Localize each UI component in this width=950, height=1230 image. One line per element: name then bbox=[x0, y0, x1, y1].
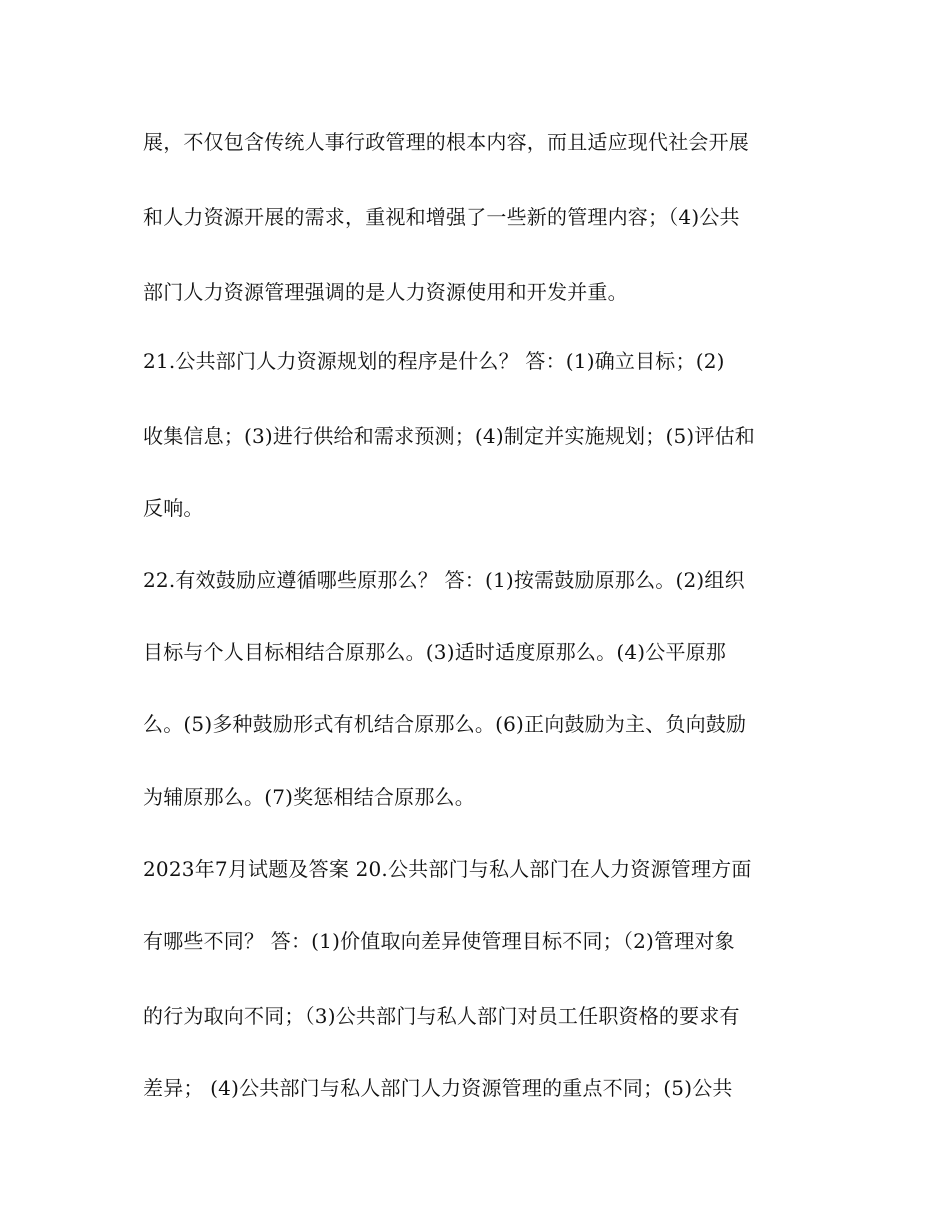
text-line: 有哪些不同？ 答：(1)价值取向差异使管理目标不同；（2)管理对象 bbox=[143, 929, 735, 953]
question-21: 21.公共部门人力资源规划的程序是什么？ 答：(1)确立目标；(2) bbox=[143, 349, 725, 373]
text-line: 目标与个人目标相结合原那么。(3)适时适度原那么。(4)公平原那 bbox=[143, 640, 727, 664]
text-line: 么。(5)多种鼓励形式有机结合原那么。(6)正向鼓励为主、负向鼓励 bbox=[143, 712, 747, 736]
text-line: 为辅原那么。(7)奖惩相结合原那么。 bbox=[143, 785, 475, 809]
text-line: 差异； (4)公共部门与私人部门人力资源管理的重点不同；(5)公共 bbox=[143, 1076, 733, 1100]
text-line: 展，不仅包含传统人事行政管理的根本内容，而且适应现代社会开展 bbox=[143, 130, 749, 154]
text-line: 部门人力资源管理强调的是人力资源使用和开发并重。 bbox=[143, 280, 628, 304]
text-line: 反响。 bbox=[143, 496, 204, 520]
section-heading-2023-july: 2023年7月试题及答案 20.公共部门与私人部门在人力资源管理方面 bbox=[143, 857, 752, 881]
question-22: 22.有效鼓励应遵循哪些原那么？ 答：(1)按需鼓励原那么。(2)组织 bbox=[143, 568, 745, 592]
text-line: 收集信息；(3)进行供给和需求预测；(4)制定并实施规划；(5)评估和 bbox=[143, 424, 755, 448]
text-line: 的行为取向不同；（3)公共部门与私人部门对员工任职资格的要求有 bbox=[143, 1004, 740, 1028]
text-line: 和人力资源开展的需求，重视和增强了一些新的管理内容；（4)公共 bbox=[143, 205, 740, 229]
